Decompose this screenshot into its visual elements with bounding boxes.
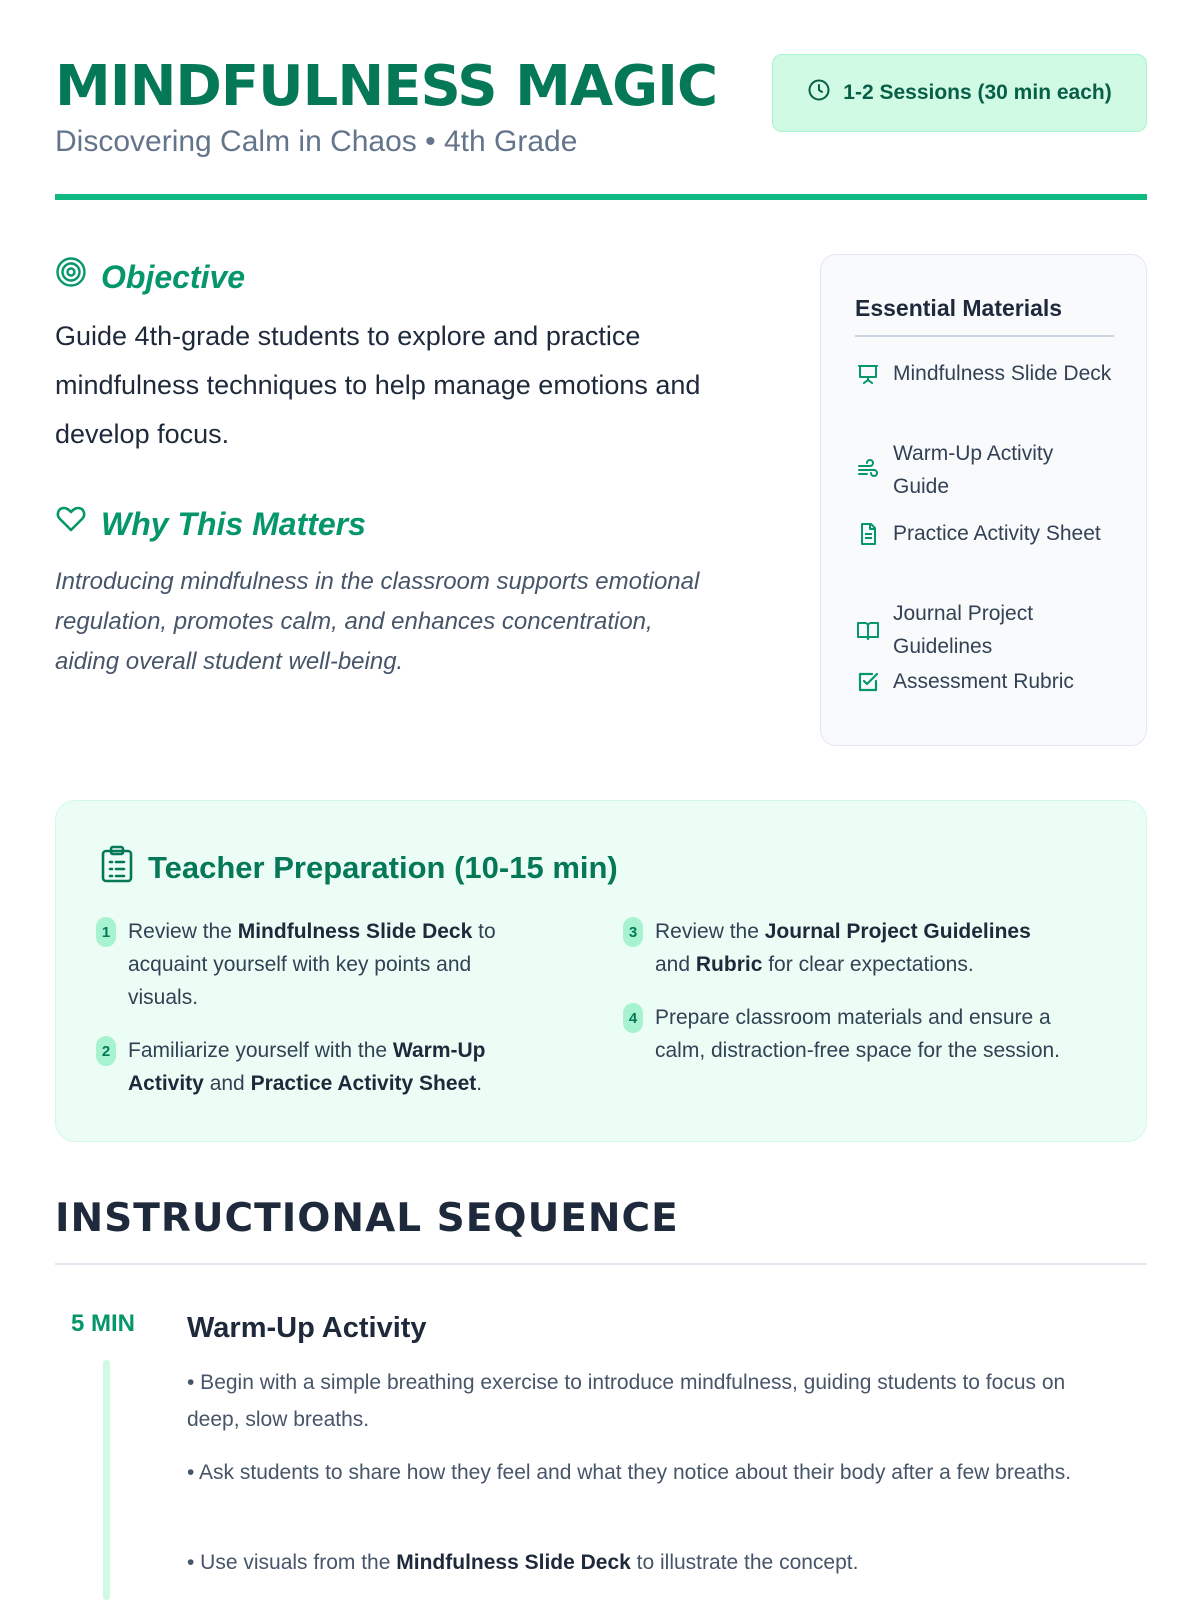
material-label: Assessment Rubric [893,670,1074,693]
step-text: Review the Journal Project Guidelines and Rubric for clear expectations. [655,920,1031,976]
step-text: Review the Mindfulness Slide Deck to acquaint yourself with key points and visuals. [128,920,496,1009]
materials-title: Essential Materials [855,295,1063,321]
activity-title: Warm-Up Activity [187,1312,427,1344]
why-heading [55,503,366,544]
prep-step [96,915,526,1014]
why-text: Introducing mindfulness in the classroom supports emotional regulation, promotes calm, and enhances concentration, aiding overall student well-being. [55,568,700,675]
prep-step [96,1034,536,1100]
session-badge-label: 1-2 Sessions (30 min each) [843,81,1112,104]
step-number: 1 [96,917,116,947]
objective-heading [55,256,245,297]
page-title: MINDFULNESS MAGIC [55,54,718,119]
materials-divider [855,335,1114,337]
material-item [855,517,1115,550]
step-text: Prepare classroom materials and ensure a calm, distraction-free space for the session. [655,1006,1061,1062]
prep-heading-label: Teacher Preparation (10-15 min) [148,850,618,885]
why-heading-label: Why This Matters [101,505,366,542]
activity-bullet: • Begin with a simple breathing exercise to introduce mindfulness, guiding students to focus on deep, slow breaths. [187,1371,1066,1431]
sequence-title: INSTRUCTIONAL SEQUENCE [55,1196,679,1241]
lesson-plan-page [55,0,1147,1600]
presentation-icon [855,362,881,386]
objective-heading-label: Objective [101,258,246,295]
activity-bullet: • Ask students to share how they feel and what they notice about their body after a few breaths. [187,1461,1072,1484]
step-text: Familiarize yourself with the Warm-Up Activity and Practice Activity Sheet. [128,1039,486,1095]
page-subtitle: Discovering Calm in Chaos • 4th Grade [55,125,578,158]
prep-step [623,915,1063,981]
book-icon [855,618,881,642]
step-number: 3 [623,917,643,947]
target-icon [55,256,87,297]
material-item [855,357,1115,390]
material-label: Mindfulness Slide Deck [893,362,1112,385]
material-label: Journal Project Guidelines [893,602,1034,658]
wind-icon [855,458,881,482]
material-item [855,597,1115,663]
material-label: Warm-Up Activity Guide [893,442,1054,498]
session-badge [772,54,1147,132]
material-label: Practice Activity Sheet [893,522,1101,545]
clipboard-icon [100,845,134,891]
activity-duration: 5 MIN [71,1310,136,1337]
teacher-prep-card [55,800,1147,1142]
checkbox-icon [855,670,881,694]
prep-step [623,1001,1083,1067]
header [55,54,1147,204]
materials-card [820,254,1147,746]
step-number: 2 [96,1036,116,1066]
material-item [855,437,1115,503]
step-number: 4 [623,1003,643,1033]
activity-bullet: • Use visuals from the Mindfulness Slide Deck to illustrate the concept. [187,1551,859,1574]
header-divider [55,194,1147,200]
heart-icon [55,503,87,544]
timeline-bar [103,1360,110,1600]
prep-heading [100,845,618,891]
objective-text: Guide 4th-grade students to explore and practice mindfulness techniques to help manage emotions and develop focus. [55,321,701,449]
material-item [855,665,1115,698]
sequence-divider [55,1263,1147,1265]
clock-icon [807,78,831,108]
document-icon [855,522,881,546]
